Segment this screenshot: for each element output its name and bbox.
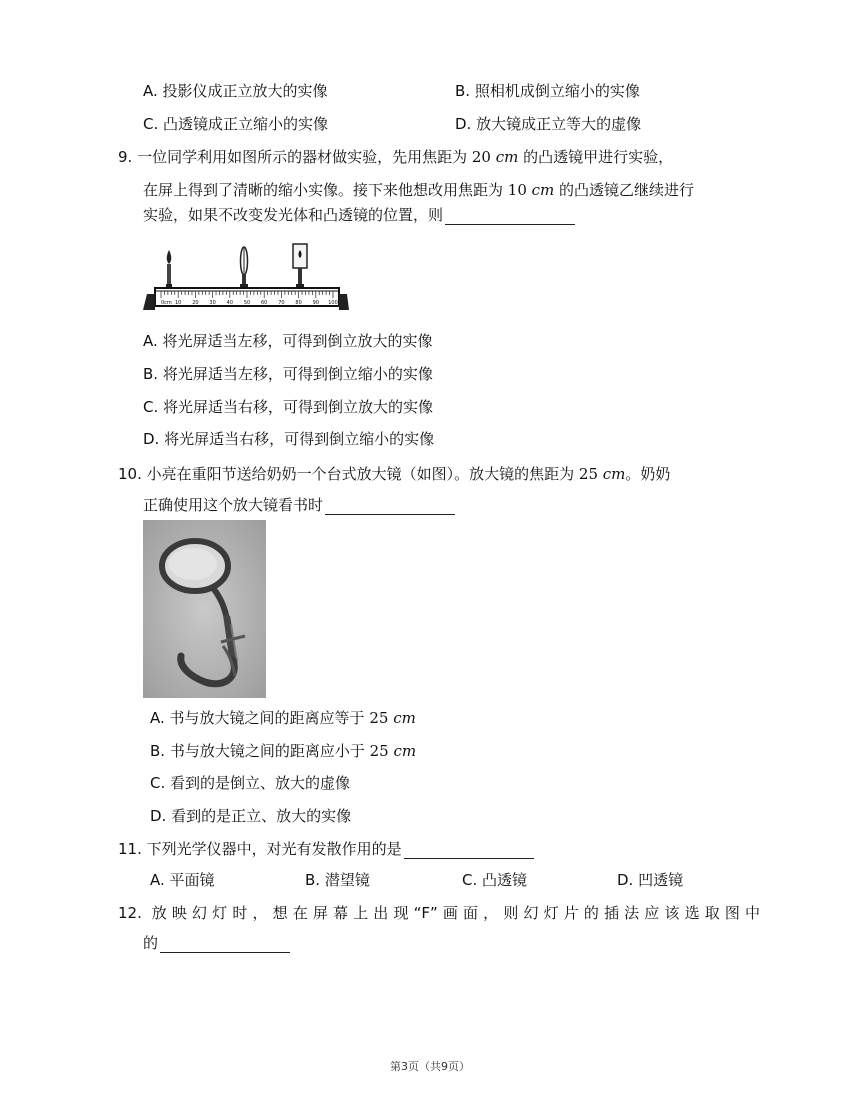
ruler-tick-label: 50	[243, 300, 251, 306]
ruler-tick-label: 90	[312, 300, 319, 306]
answer-blank	[160, 936, 290, 953]
answer-blank	[404, 842, 534, 859]
ruler-tick-label: 70	[278, 300, 285, 306]
q12-stem-line-2: 的	[143, 933, 290, 953]
ruler-tick-label: 100	[328, 300, 338, 306]
q9-option-a: A. 将光屏适当左移，可得到倒立放大的实像	[143, 332, 433, 350]
q8-option-b: B. 照相机成倒立缩小的实像	[455, 82, 640, 100]
q11-option-a: A. 平面镜	[150, 871, 215, 889]
q8-option-d: D. 放大镜成正立等大的虚像	[455, 115, 642, 133]
q11-option-c: C. 凸透镜	[462, 871, 528, 889]
q10-option-a: A. 书与放大镜之间的距离应等于 25 cm	[150, 709, 416, 727]
page-number: 第3页（共9页）	[390, 1060, 470, 1073]
q11-option-b: B. 潜望镜	[305, 871, 370, 889]
q9-stem-line-3: 实验，如果不改变发光体和凸透镜的位置，则	[143, 205, 575, 225]
q10-option-c: C. 看到的是倒立、放大的虚像	[150, 774, 351, 792]
ruler-tick-label: 60	[261, 300, 268, 306]
q8-option-c: C. 凸透镜成正立缩小的实像	[143, 115, 329, 133]
answer-blank	[325, 498, 455, 515]
optical-bench-figure	[143, 238, 349, 314]
q12-stem-line-1: 12. 放映幻灯时，想在屏幕上出现“F”画面，则幻灯片的插法应该选取图中	[118, 904, 760, 922]
q11-stem: 11. 下列光学仪器中，对光有发散作用的是	[118, 839, 534, 859]
q10-stem-line-1: 10. 小亮在重阳节送给奶奶一个台式放大镜（如图）。放大镜的焦距为 25 cm。奶奶	[118, 465, 671, 483]
q9-option-b: B. 将光屏适当左移，可得到倒立缩小的实像	[143, 365, 433, 383]
desk-magnifier-photo	[143, 520, 266, 698]
q10-stem-line-2: 正确使用这个放大镜看书时	[143, 495, 455, 515]
q10-option-b: B. 书与放大镜之间的距离应小于 25 cm	[150, 742, 417, 760]
q11-option-d: D. 凹透镜	[617, 871, 684, 889]
q9-stem-line-1: 9. 一位同学利用如图所示的器材做实验，先用焦距为 20 cm 的凸透镜甲进行实验，	[118, 148, 674, 166]
q9-option-d: D. 将光屏适当右移，可得到倒立缩小的实像	[143, 430, 435, 448]
q9-option-c: C. 将光屏适当右移，可得到倒立放大的实像	[143, 398, 434, 416]
ruler-tick-label: 20	[192, 300, 199, 306]
light-screen-icon	[293, 244, 307, 288]
convex-lens-icon	[240, 247, 248, 288]
candle-icon	[166, 250, 172, 288]
ruler-tick-label: 0cm	[161, 300, 172, 306]
q8-option-a: A. 投影仪成正立放大的实像	[143, 82, 328, 100]
q10-option-d: D. 看到的是正立、放大的实像	[150, 807, 352, 825]
ruler-tick-label: 30	[209, 300, 216, 306]
ruler-tick-label: 40	[226, 300, 233, 306]
ruler-tick-label: 80	[295, 300, 302, 306]
answer-blank	[445, 208, 575, 225]
ruler-tick-label: 10	[175, 300, 182, 306]
q9-stem-line-2: 在屏上得到了清晰的缩小实像。接下来他想改用焦距为 10 cm 的凸透镜乙继续进行	[143, 181, 695, 199]
